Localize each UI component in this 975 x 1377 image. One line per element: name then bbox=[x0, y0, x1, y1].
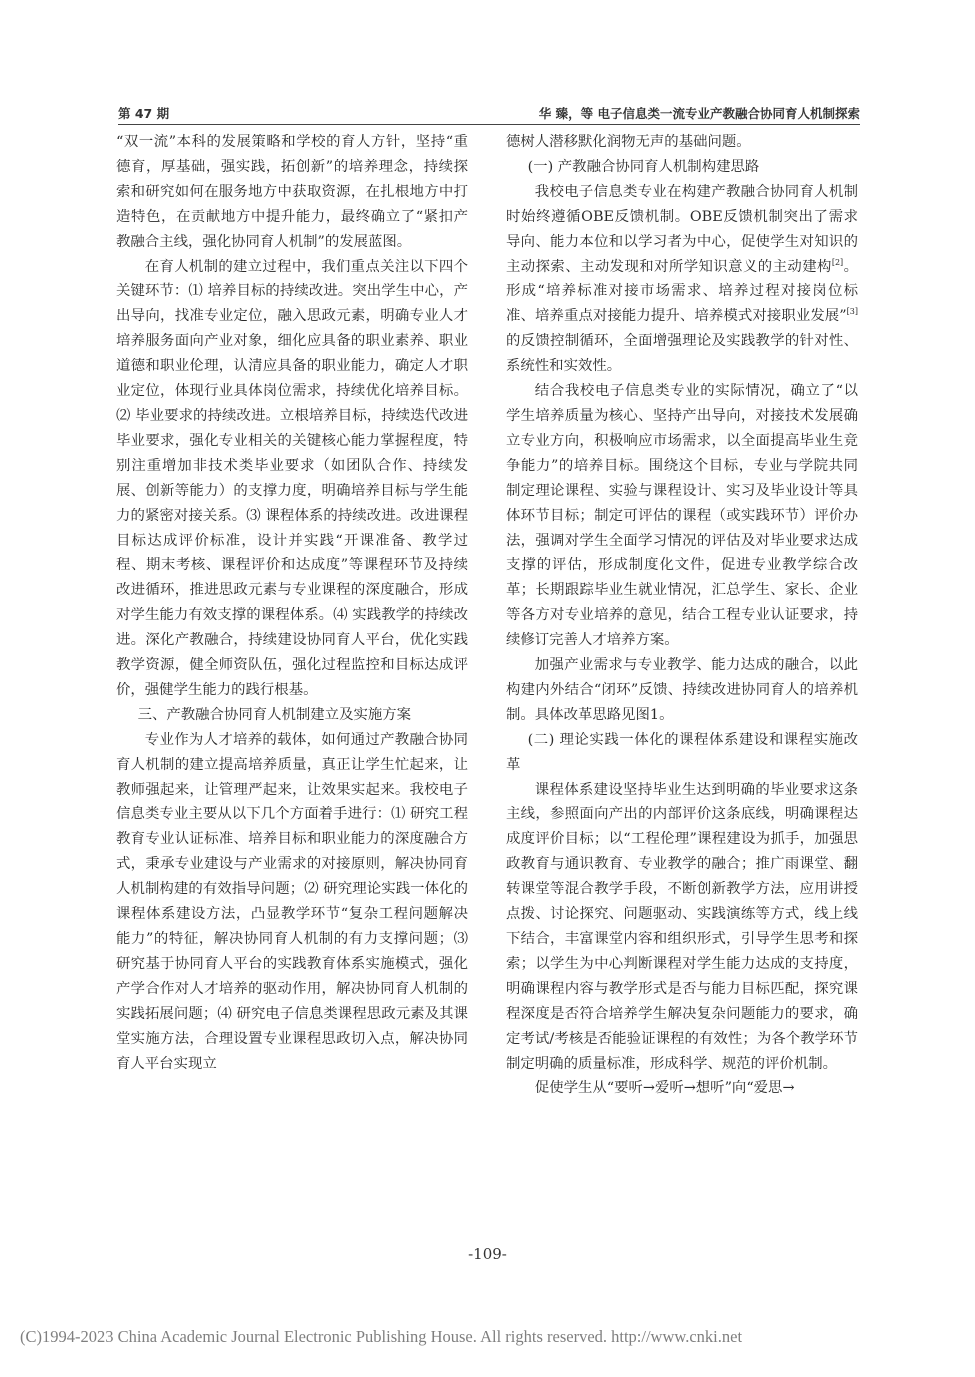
paragraph: “双一流”本科的发展策略和学校的育人方针，坚持“重德育，厚基础，强实践，拓创新”的培养理念，持续探索和研究如何在服务地方中获取资源，在扎根地方中打造特色，在贡献地方中提升能力，最终确立了“紧扣产教融合主线，强化协同育人机制”的发展蓝图。 bbox=[116, 134, 468, 250]
subsection-heading: (二) 理论实践一体化的课程体系建设和课程实施改革 bbox=[506, 731, 858, 773]
citation-ref: [2] bbox=[831, 257, 844, 267]
paragraph: 加强产业需求与专业教学、能力达成的融合，以此构建内外结合“闭环”反馈、持续改进协同育人的培养机制。具体改革思路见图1。 bbox=[506, 657, 858, 723]
left-column bbox=[116, 130, 468, 1076]
paragraph: 我校电子信息类专业在构建产教融合协同育人机制时始终遵循OBE反馈机制。OBE反馈机制突出了需求导向、能力本位和以学习者为中心，促使学生对知识的主动探索、主动发现和对所学知识意义的主动建构[2]。形成“培养标准对接市场需求、培养过程对接岗位标准、培养重点对接能力提升、培养模式对接职业发展”[3]的反馈控制循环，全面增强理论及实践教学的针对性、系统性和实效性。 bbox=[506, 183, 858, 375]
copyright-notice: (C)1994-2023 China Academic Journal Electronic Publishing House. All rights reserved. http://www.cnki.net bbox=[20, 1327, 743, 1346]
paragraph: 课程体系建设坚持毕业生达到明确的毕业要求这条主线，参照面向产出的内部评价这条底线，明确课程达成度评价目标；以“工程伦理”课程建设为抓手，加强思政教育与通识教育、专业教学的融合；推广雨课堂、翻转课堂等混合教学手段，不断创新教学方法，应用讲授点拨、讨论探究、问题驱动、实践演练等方式，线上线下结合，丰富课堂内容和组织形式，引导学生思考和探索；以学生为中心判断课程对学生能力达成的支持度，明确课程内容与教学形式是否与能力目标匹配，探究课程深度是否符合培养学生解决复杂问题能力的要求，确定考试/考核是否能验证课程的有效性；为各个教学环节制定明确的质量标准，形成科学、规范的评价机制。 bbox=[506, 781, 858, 1072]
paragraph: 专业作为人才培养的载体，如何通过产教融合协同育人机制的建立提高培养质量，真正让学生忙起来，让教师强起来，让管理严起来，让效果实起来。我校电子信息类专业主要从以下几个方面着手进行：⑴ 研究工程教育专业认证标准、培养目标和职业能力的深度融合方式，秉承专业建设与产业需求的对接原则，解决协同育人机制构建的有效指导问题；⑵ 研究理论实践一体化的课程体系建设方法，凸显教学环节“复杂工程问题解决能力”的特征，解决协同育人机制的有力支撑问题；⑶ 研究基于协同育人平台的实践教育体系实施模式，强化产学合作对人才培养的驱动作用，解决协同育人机制的实践拓展问题；⑷ 研究电子信息类课程思政元素及其课堂实施方法，合理设置专业课程思政切入点，解决协同育人平台实现立 bbox=[116, 731, 468, 1072]
right-column bbox=[506, 130, 858, 1101]
paragraph: 结合我校电子信息类专业的实际情况，确立了“以学生培养质量为核心、坚持产出导向，对接技术发展确立专业方向，积极响应市场需求，以全面提高毕业生竞争能力”的培养目标。围绕这个目标，专业与学院共同制定理论课程、实验与课程设计、实习及毕业设计等具体环节目标；制定可评估的课程（或实践环节）评价办法，强调对学生全面学习情况的评估及对毕业要求达成支撑的评估，形成制度化文件，促进专业教学综合改革；长期跟踪毕业生就业情况，汇总学生、家长、企业等各方对专业培养的意见，结合工程专业认证要求，持续修订完善人才培养方案。 bbox=[506, 383, 858, 649]
article-running-title: 华 臻，等 电子信息类一流专业产教融合协同育人机制探索 bbox=[538, 106, 860, 121]
paragraph: 促使学生从“要听→爱听→想听”向“爱思→ bbox=[534, 1080, 795, 1097]
paragraph: 德树人潜移默化润物无声的基础问题。 bbox=[506, 134, 751, 150]
page-number: -109- bbox=[468, 1245, 507, 1263]
issue-number: 第 47 期 bbox=[118, 106, 170, 121]
running-header bbox=[118, 104, 860, 122]
paragraph: 在育人机制的建立过程中，我们重点关注以下四个关键环节：⑴ 培养目标的持续改进。突出学生中心，产出导向，找准专业定位，融入思政元素，明确专业人才培养服务面向产业对象，细化应具备的职业素养、职业道德和职业伦理，认清应具备的职业能力，确定人才职业定位，体现行业具体岗位需求，持续优化培养目标。⑵ 毕业要求的持续改进。立根培养目标，持续迭代改进毕业要求，强化专业相关的关键核心能力掌握程度，特别注重增加非技术类毕业要求（如团队合作、持续发展、创新等能力）的支撑力度，明确培养目标与学生能力的紧密对接关系。⑶ 课程体系的持续改进。改进课程目标达成评价标准，设计并实践“开课准备、教学过程、期末考核、课程评价和达成度”等课程环节及持续改进循环，推进思政元素与专业课程的深度融合，形成对学生能力有效支撑的课程体系。⑷ 实践教学的持续改进。深化产教融合，持续建设协同育人平台，优化实践教学资源，健全师资队伍，强化过程监控和目标达成评价，强健学生能力的践行根基。 bbox=[116, 258, 468, 698]
citation-ref: [3] bbox=[846, 307, 858, 317]
section-heading: 三、产教融合协同育人机制建立及实施方案 bbox=[137, 706, 412, 723]
header-rule bbox=[118, 124, 860, 125]
subsection-heading: (一) 产教融合协同育人机制构建思路 bbox=[527, 158, 760, 175]
